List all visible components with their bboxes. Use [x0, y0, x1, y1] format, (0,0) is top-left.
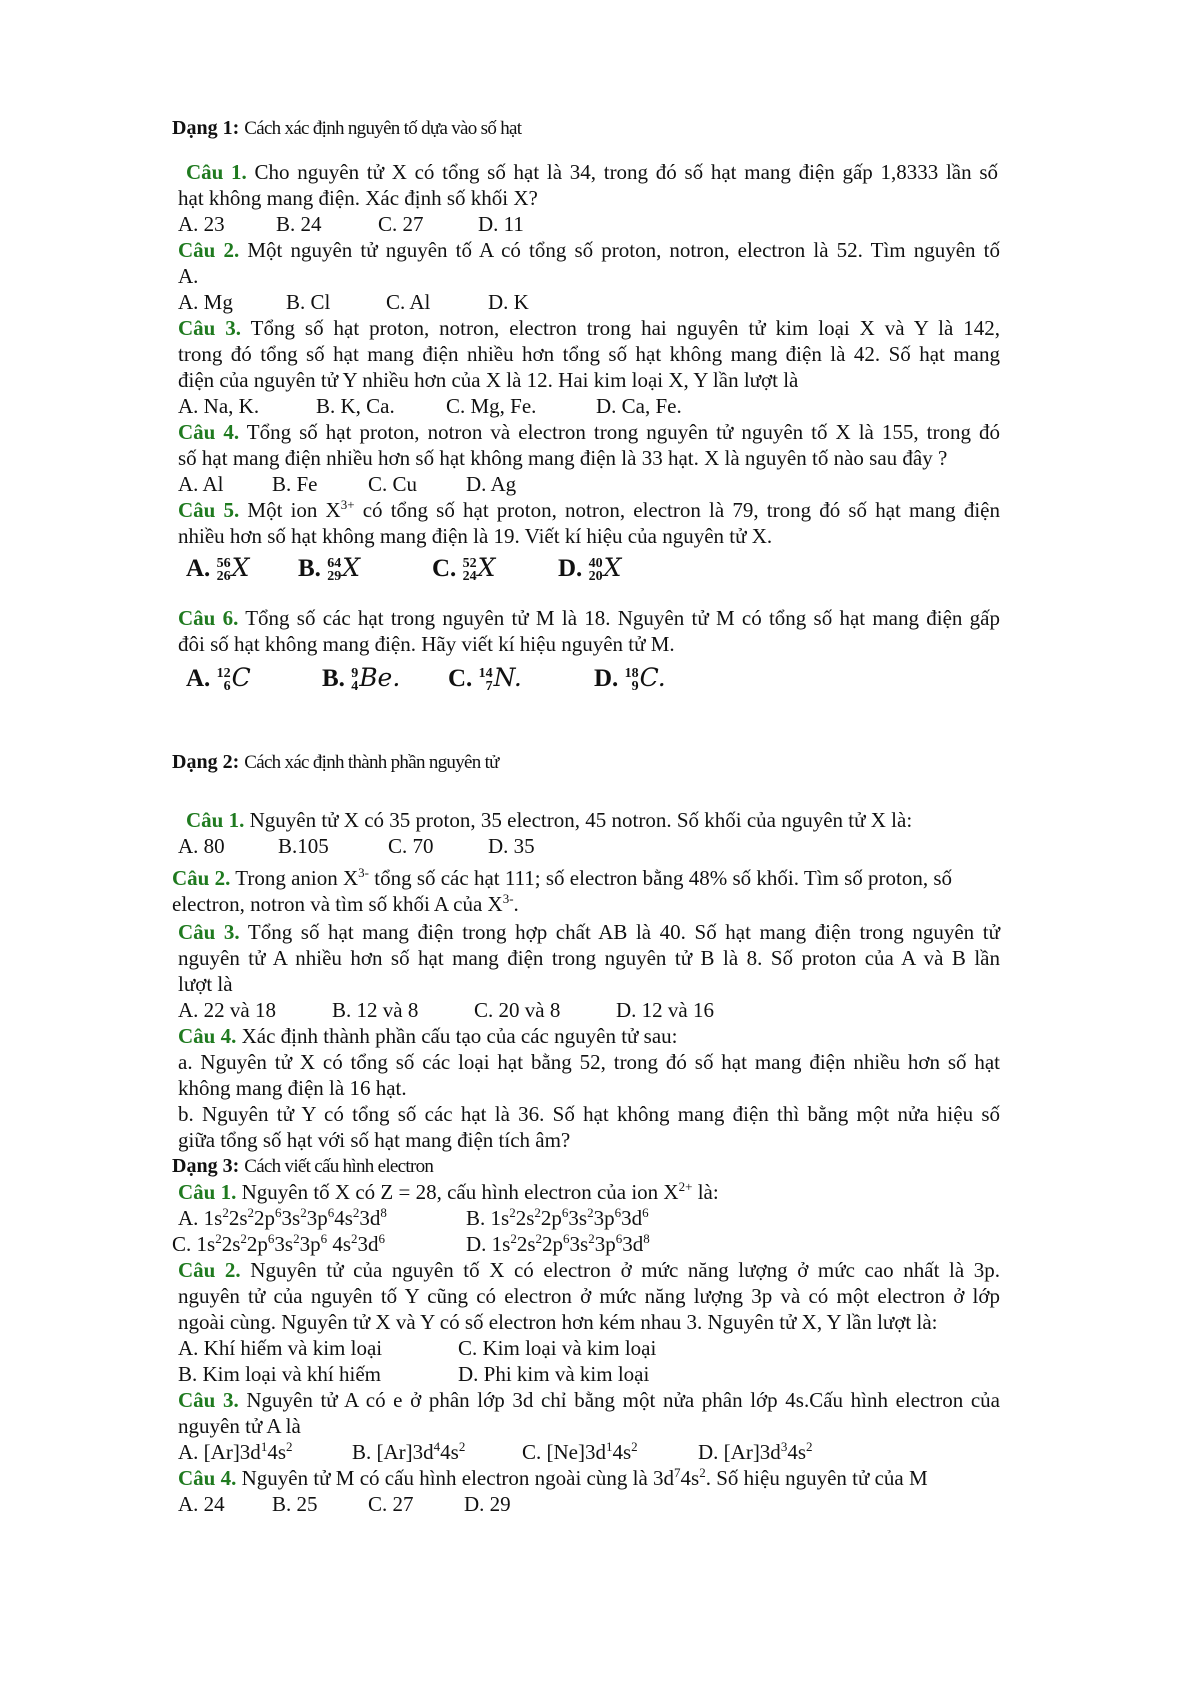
question-2-line-2: A.	[178, 264, 199, 288]
d3-q3-option-d[interactable]: D. $[Ar]3d^34s^2$	[698, 1439, 813, 1464]
question-5-line-2: nhiều hơn số hạt không mang điện là 19. Viết kí hiệu của nguyên tử X.	[178, 524, 773, 548]
d2-question-3-line-1: Câu 3. Tổng số hạt mang điện trong hợp chất AB là 40. Số hạt mang điện trong nguyên tử	[178, 920, 1000, 944]
d3-q2-option-d[interactable]: D. Phi kim và kim loại	[458, 1362, 650, 1386]
question-4-line-1: Câu 4. Tổng số hạt proton, notron và electron trong nguyên tử nguyên tố X là 155, trong đó	[178, 420, 1000, 444]
q4-option-b[interactable]: B. Fe	[272, 472, 318, 496]
q2-option-c[interactable]: C. Al	[386, 290, 431, 314]
question-3-line-2: trong đó tổng số hạt mang điện nhiều hơn tổng số hạt không mang điện là 42. Số hạt mang	[178, 342, 1000, 366]
q6-option-a[interactable]: A. 12 6 C	[186, 663, 251, 695]
d2-q3-option-c[interactable]: C. 20 và 8	[474, 998, 561, 1022]
d3-q1-option-d[interactable]: D. $1s^22s^22p^63s^23p^63d^8$	[466, 1231, 650, 1256]
q1-option-a[interactable]: A. 23	[178, 212, 225, 236]
d2-question-2-line-2: electron, notron và tìm số khối A của $X^{3-}$.	[172, 891, 519, 916]
q4-option-d[interactable]: D. Ag	[466, 472, 517, 496]
question-1-line-1: Câu 1. Cho nguyên tử X có tổng số hạt là 34, trong đó số hạt mang điện gấp 1,8333 lần số	[186, 160, 998, 184]
question-5-line-1: Câu 5. Một ion $X^{3+}$ có tổng số hạt proton, notron, electron là 79, trong đó số hạt mang điện	[178, 497, 1000, 522]
q6-option-c[interactable]: C. 14 7 N.	[448, 663, 522, 695]
q4-option-a[interactable]: A. Al	[178, 472, 224, 496]
d3-q1-option-a[interactable]: A. $1s^22s^22p^63s^23p^64s^23d^8$	[178, 1205, 387, 1230]
section-heading-3: Dạng 3: Cách viết cấu hình electron	[172, 1155, 434, 1177]
q5-option-b[interactable]: B. 64 29 X	[298, 553, 360, 585]
d3-q2-option-a[interactable]: A. Khí hiếm và kim loại	[178, 1336, 383, 1360]
d3-q3-option-a[interactable]: A. $[Ar]3d^14s^2$	[178, 1439, 293, 1464]
question-6-line-1: Câu 6. Tổng số các hạt trong nguyên tử M là 18. Nguyên tử M có tổng số hạt mang điện gấp	[178, 606, 1000, 630]
d2-question-3-line-3: lượt là	[178, 972, 233, 996]
q3-option-a[interactable]: A. Na, K.	[178, 394, 260, 418]
d3-question-2-line-3: ngoài cùng. Nguyên tử X và Y có số electron hơn kém nhau 3. Nguyên tử X, Y lần lượt là:	[178, 1310, 938, 1334]
q2-option-b[interactable]: B. Cl	[286, 290, 331, 314]
question-3-line-1: Câu 3. Tổng số hạt proton, notron, electron trong hai nguyên tử kim loại X và Y là 142,	[178, 316, 1000, 340]
q1-option-b[interactable]: B. 24	[276, 212, 322, 236]
d3-q1-option-c[interactable]: C. $1s^22s^22p^63s^23p^6$ $4s^23d^6$	[172, 1231, 385, 1256]
question-2-line-1: Câu 2. Một nguyên tử nguyên tố A có tổng số proton, notron, electron là 52. Tìm nguyên tố	[178, 238, 1000, 262]
q2-option-a[interactable]: A. Mg	[178, 290, 233, 314]
q6-option-b[interactable]: B. 9 4 Be.	[322, 663, 401, 695]
d2-q1-option-b[interactable]: B.105	[278, 834, 329, 858]
d2-q1-option-d[interactable]: D. 35	[488, 834, 535, 858]
d2-question-3-line-2: nguyên tử A nhiều hơn số hạt mang điện trong nguyên tử B là 8. Số proton của A và B lần	[178, 946, 1000, 970]
d3-q2-option-c[interactable]: C. Kim loại và kim loại	[458, 1336, 657, 1360]
d2-q1-option-c[interactable]: C. 70	[388, 834, 434, 858]
d3-q3-option-c[interactable]: C. $[Ne]3d^14s^2$	[522, 1439, 638, 1464]
d3-q2-option-b[interactable]: B. Kim loại và khí hiếm	[178, 1362, 381, 1386]
question-4-line-2: số hạt mang điện nhiều hơn số hạt không mang điện là 33 hạt. X là nguyên tố nào sau đây ?	[178, 446, 948, 470]
d3-q4-option-a[interactable]: A. 24	[178, 1492, 225, 1516]
d2-q3-option-a[interactable]: A. 22 và 18	[178, 998, 276, 1022]
d3-q4-option-c[interactable]: C. 27	[368, 1492, 414, 1516]
d3-q4-option-b[interactable]: B. 25	[272, 1492, 318, 1516]
q2-option-d[interactable]: D. K	[488, 290, 529, 314]
d3-question-2-line-1: Câu 2. Nguyên tử của nguyên tố X có electron ở mức năng lượng ở mức cao nhất là 3p.	[178, 1258, 1000, 1282]
d2-question-1-line-1: Câu 1. Nguyên tử X có 35 proton, 35 electron, 45 notron. Số khối của nguyên tử X là:	[186, 808, 913, 832]
q5-option-c[interactable]: C. 52 24 X	[432, 553, 496, 585]
d2-question-4-line-1: Câu 4. Xác định thành phần cấu tạo của các nguyên tử sau:	[178, 1024, 678, 1048]
d3-q1-option-b[interactable]: B. $1s^22s^22p^63s^23p^63d^6$	[466, 1205, 649, 1230]
d2-question-4-a-line-1: a. Nguyên tử X có tổng số các loại hạt bằng 52, trong đó số hạt mang điện nhiều hơn số hạt	[178, 1050, 1000, 1074]
q5-option-d[interactable]: D. 40 20 X	[558, 553, 622, 585]
q3-option-c[interactable]: C. Mg, Fe.	[446, 394, 537, 418]
question-3-line-3: điện của nguyên tử Y nhiều hơn của X là 12. Hai kim loại X, Y lần lượt là	[178, 368, 799, 392]
d2-question-2-line-1: Câu 2. Trong anion $X^{3-}$ tổng số các hạt 111; số electron bằng 48% số khối. Tìm số proton, số	[172, 865, 953, 890]
q1-option-c[interactable]: C. 27	[378, 212, 424, 236]
q3-option-b[interactable]: B. K, Ca.	[316, 394, 395, 418]
d2-q1-option-a[interactable]: A. 80	[178, 834, 225, 858]
d3-question-3-line-2: nguyên tử A là	[178, 1414, 301, 1438]
d3-question-1-line-1: Câu 1. Nguyên tố X có Z = 28, cấu hình electron của ion $X^{2+}$ là:	[178, 1179, 719, 1204]
q5-option-a[interactable]: A. 56 26 X	[186, 553, 250, 585]
q3-option-d[interactable]: D. Ca, Fe.	[596, 394, 682, 418]
q6-option-d[interactable]: D. 18 9 C.	[594, 663, 666, 695]
section-heading-2: Dạng 2: Cách xác định thành phần nguyên tử	[172, 751, 499, 773]
d3-q4-option-d[interactable]: D. 29	[464, 1492, 511, 1516]
d2-question-4-b-line-1: b. Nguyên tử Y có tổng số các hạt là 36. Số hạt không mang điện thì bằng một nửa hiệu số	[178, 1102, 1000, 1126]
section-heading-1: Dạng 1: Cách xác định nguyên tố dựa vào số hạt	[172, 117, 522, 139]
q4-option-c[interactable]: C. Cu	[368, 472, 418, 496]
d2-question-4-b-line-2: giữa tổng số hạt với số hạt mang điện tích âm?	[178, 1128, 571, 1152]
d3-question-3-line-1: Câu 3. Nguyên tử A có e ở phân lớp 3d chỉ bằng một nửa phân lớp 4s.Cấu hình electron của	[178, 1388, 1000, 1412]
q1-option-d[interactable]: D. 11	[478, 212, 524, 236]
d3-question-2-line-2: nguyên tử của nguyên tố Y cũng có electron ở mức năng lượng 3p và có một electron ở lớp	[178, 1284, 1000, 1308]
question-6-line-2: đôi số hạt không mang điện. Hãy viết kí hiệu nguyên tử M.	[178, 632, 675, 656]
d2-q3-option-d[interactable]: D. 12 và 16	[616, 998, 714, 1022]
d3-q3-option-b[interactable]: B. $[Ar]3d^44s^2$	[352, 1439, 466, 1464]
question-1-line-2: hạt không mang điện. Xác định số khối X?	[178, 186, 538, 210]
d2-question-4-a-line-2: không mang điện là 16 hạt.	[178, 1076, 407, 1100]
d3-question-4-line-1: Câu 4. Nguyên tử M có cấu hình electron ngoài cùng là $3d^74s^2$. Số hiệu nguyên tử của M	[178, 1465, 928, 1490]
d2-q3-option-b[interactable]: B. 12 và 8	[332, 998, 419, 1022]
